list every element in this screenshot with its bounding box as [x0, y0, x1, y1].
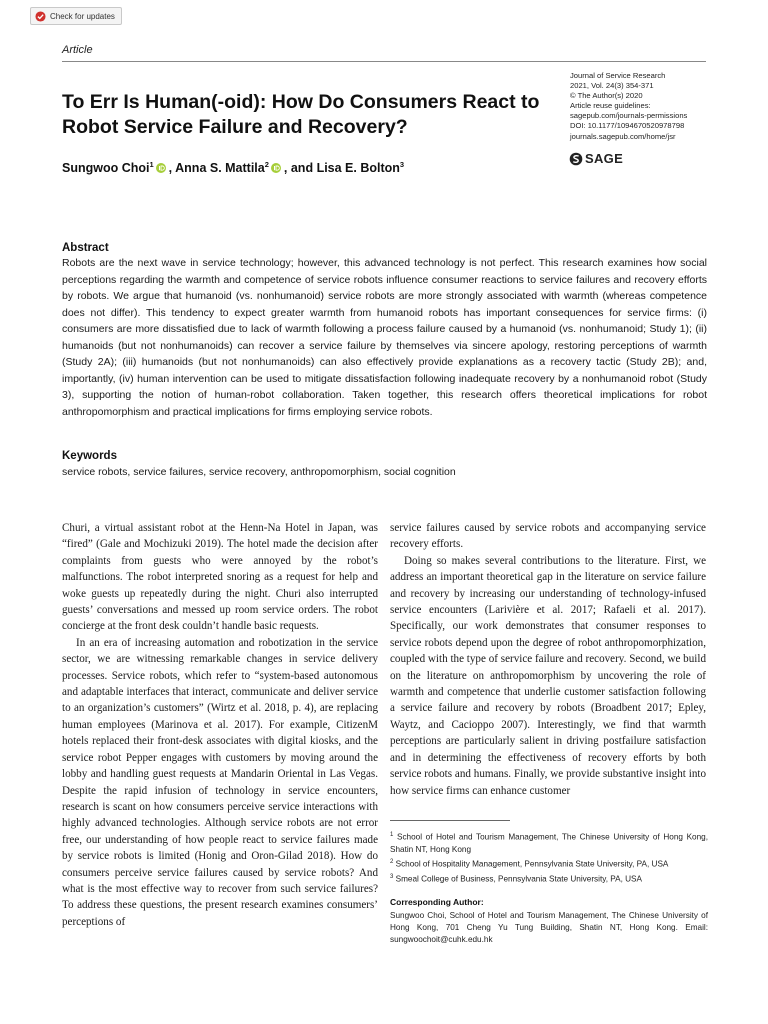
permissions-link[interactable]: sagepub.com/journals-permissions: [570, 111, 688, 121]
article-type-label: Article: [62, 44, 93, 56]
abstract-heading: Abstract: [62, 242, 109, 254]
journal-name: Journal of Service Research: [570, 71, 666, 80]
body-paragraph: Doing so makes several contributions to the literature. First, we address an important theoretical gap in the literature on service failure and recovery by increasing our understanding of technology-infused service encounters (Larivière et al. 2017; Rafaeli et al. 2017). Specifically, our work demonstrates that consumer responses to service robots depend upon the degree of robot anthropomorphization, coupled with the type of service failure and recovery. Second, we build on the literature on anthropomorphism by uncovering the role of warmth and competence that underlie customer satisfaction following a service failure and recovery by robots (Broadbent 2017; Epley, Waytz, and Cacioppo 2007). Interestingly, we find that warmth perceptions are particularly salient in driving postfailure satisfaction and in determining the effectiveness of recovery efforts by both service robots and humans. Finally, we provide substantive insight into how service firms can enhance customer: [390, 554, 706, 797]
affiliation-note: [390, 829, 708, 856]
affiliation-marker: 3: [399, 160, 405, 169]
body-column-right: [390, 520, 706, 799]
keywords-text: service robots, service failures, service recovery, anthropomorphism, social cognition: [62, 466, 456, 478]
journal-meta: [570, 71, 730, 142]
body-paragraph: service failures caused by service robots and accompanying service recovery efforts.: [390, 522, 706, 551]
affiliation-text: School of Hospitality Management, Pennsylvania State University, PA, USA: [395, 859, 669, 869]
author-separator: , and: [283, 161, 317, 176]
copyright: © The Author(s) 2020: [570, 91, 643, 101]
doi-link[interactable]: DOI: 10.1177/1094670520978798: [570, 121, 685, 131]
corresponding-author-heading: Corresponding Author:: [390, 897, 484, 907]
affiliation-footnotes: [390, 829, 708, 886]
affiliation-marker: 1: [390, 832, 394, 838]
affiliation-note: [390, 856, 708, 871]
affiliation-marker: 3: [390, 874, 394, 881]
affiliation-marker: 1: [149, 160, 154, 169]
author-name: Anna S. Mattila: [175, 161, 265, 176]
author-separator: ,: [168, 161, 176, 176]
body-column-left: [62, 520, 378, 930]
orcid-icon[interactable]: [271, 163, 281, 173]
publisher-name: SAGE: [585, 151, 624, 166]
keywords-heading: Keywords: [62, 450, 117, 462]
affiliation-marker: 2: [264, 160, 269, 169]
check-updates-icon: [35, 11, 46, 22]
affiliation-marker: 2: [390, 859, 394, 866]
orcid-icon[interactable]: [156, 163, 166, 173]
affiliation-text: Smeal College of Business, Pennsylvania State University, PA, USA: [395, 874, 642, 884]
body-paragraph: Churi, a virtual assistant robot at the Henn-Na Hotel in Japan, was “fired” (Gale and Mochizuki 2019). The hotel made the decision after complaints from guests who were annoyed by the robot’s malfunctions. The robot interpreted snoring as a request for help and woke guests up repeatedly during the night. Churi also interrupted guests’ conversations and messed up room service orders. The robot concierge at the front desk couldn’t handle basic requests.: [62, 522, 378, 633]
author-name: Sungwoo Choi: [62, 161, 150, 176]
affiliation-text: School of Hotel and Tourism Management, The Chinese University of Hong Kong, Shatin NT, Hong Kong: [390, 832, 708, 854]
journal-home-link[interactable]: journals.sagepub.com/home/jsr: [570, 131, 676, 141]
corresponding-author-text: Sungwoo Choi, School of Hotel and Tourism Management, The Chinese University of Hong Kong, 701 Cheng Yu Tung Building, Shatin NT, Hong Kong. Email: sungwoochoit@cuhk.edu.hk: [390, 911, 708, 945]
affiliation-note: [390, 871, 708, 886]
author-name: Lisa E. Bolton: [316, 161, 400, 176]
sage-logo-icon: [569, 152, 583, 166]
journal-volume: 2021, Vol. 24(3) 354-371: [570, 81, 654, 91]
body-paragraph: In an era of increasing automation and robotization in the service sector, we are witnessing remarkable changes in service delivery processes. Service robots, which refer to “system-based autonomous and adaptable interfaces that interact, communicate and deliver service to an organization’s customers” (Wirtz et al. 2018, p. 4), are replacing human employees (Marinova et al. 2017). For example, CitizenM hotels replaced their front-desk associates with digital kiosks, and the service robot Pepper engages with customers by moving around the lobby and handling guest requests at Mandarin Oriental in Las Vegas. Despite the rapid infusion of technology in service encounters, research is scant on how consumers perceive service interactions with highly advanced technologies. Although service robots are not error free, our understanding of how people react to service failures made by service robots is limited (Honig and Oron-Gilad 2018). How do consumers perceive service failures caused by service robots? And what is the most effective way to recover from such service failures? To address these questions, the present research examines consumers’ perceptions of: [62, 636, 378, 928]
check-for-updates-label: Check for updates: [50, 11, 115, 21]
publisher-logo: [569, 151, 623, 166]
header-rule: [62, 61, 706, 62]
author-list: [62, 160, 404, 175]
check-for-updates-button[interactable]: [30, 7, 122, 25]
abstract-text: Robots are the next wave in service technology; however, this advanced technology is not perfect. This research examines how social perceptions regarding the warmth and competence of service robots influence consumer reactions to service failures and recovery efforts by robots. We argue that humanoid (vs. nonhumanoid) service robots are more strongly associated with warmth (whereas competence does not differ). This tendency to expect greater warmth from humanoid robots has important consequences for service firms: (i) consumers are more dissatisfied due to lack of warmth following a process failure caused by a humanoid (vs. nonhumanoid; Study 1); (ii) humanoids (but not nonhumanoids) can recover a service failure by themselves via sincere apology, restoring perceptions of warmth (Study 2A); (iii) humanoids (but not nonhumanoids) can also effectively provide explanations as a recovery tactic (Study 2B); and, importantly, (iv) human intervention can be used to mitigate dissatisfaction following inadequate recovery by a nonhumanoid robot (Study 3), supporting the notion of human-robot collaboration. Taken together, this research offers theoretical implications for robot anthropomorphism and practical implications for firms employing service robots.: [62, 257, 707, 418]
footnote-rule: [390, 820, 510, 821]
reuse-guidelines-label: Article reuse guidelines:: [570, 101, 651, 111]
article-title: To Err Is Human(-oid): How Do Consumers React to Robot Service Failure and Recovery?: [62, 91, 540, 138]
